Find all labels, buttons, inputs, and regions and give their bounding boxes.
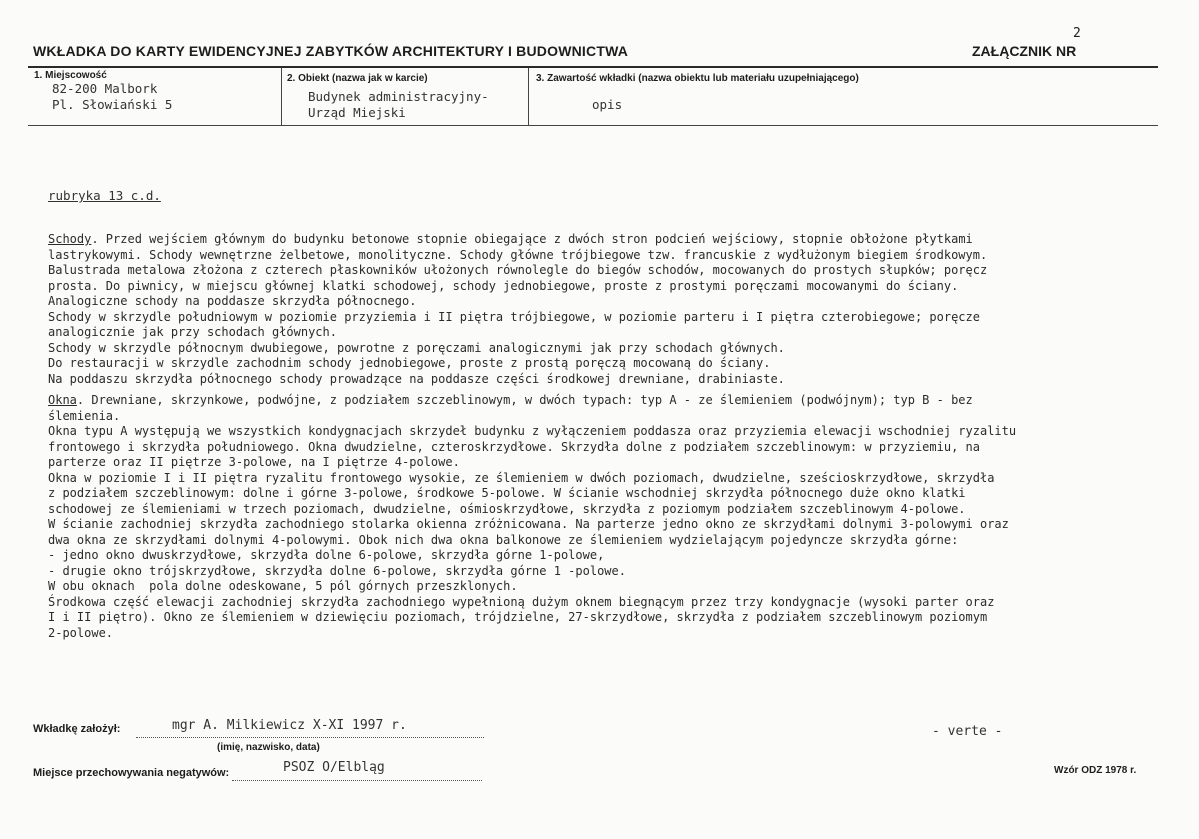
body-line xyxy=(48,294,1016,310)
body-line-text: I i II piętro). Okno ze ślemieniem w dziewięciu poziomach, trójdzielne, 27-skrzydłowe, skrzydła z podziałem szczeblinowym poziomym xyxy=(48,610,988,624)
body-line xyxy=(48,279,1016,295)
body-line-text: - drugie okno trójskrzydłowe, skrzydła dolne 6-polowe, skrzydła górne 1 -polowe. xyxy=(48,563,626,578)
body-line-text: Okna w poziomie I i II piętra ryzalitu frontowego wysokie, ze ślemieniem w dwóch poziomach, dwudzielne, sześcioskrzydłowe, skrzydła xyxy=(48,470,995,485)
body-line xyxy=(48,248,1016,264)
body-line-text: ślemienia. xyxy=(48,408,121,423)
field-object-label: 2. Obiekt (nazwa jak w karcie) xyxy=(287,73,428,84)
field-contents-value: opis xyxy=(592,97,623,112)
body-line-text: prosta. Do piwnicy, w miejscu głównej klatki schodowej, schody jednobiegowe, proste z prostymi poręczami mocowanymi do ściany. xyxy=(48,278,959,293)
body-line-text: dwa okna ze skrzydłami dolnymi 4-polowymi. Obok nich dwa okna balkonowe ze ślemieniem wydzielającym pojedyncze skrzydła górne: xyxy=(48,532,959,547)
body-line-text: analogicznie jak przy schodach głównych. xyxy=(48,325,337,339)
body-line-text: Schody w skrzydle południowym w poziomie przyziemia i II piętra trójbiegowe, w poziomie parteru i I piętra czterobiegowe; poręcze xyxy=(48,309,980,324)
body-line-text: parterze oraz II piętrze 3-polowe, na I piętrze 4-polowe. xyxy=(48,455,460,469)
header-rule-top xyxy=(28,66,1158,68)
storage-value: PSOZ O/Elbląg xyxy=(283,760,385,775)
body-line xyxy=(48,548,1016,564)
form-code: Wzór ODZ 1978 r. xyxy=(1054,765,1137,776)
form-title: WKŁADKA DO KARTY EWIDENCYJNEJ ZABYTKÓW ARCHITEKTURY I BUDOWNICTWA xyxy=(33,43,629,59)
body-line xyxy=(48,409,1016,425)
body-line-text: - jedno okno dwuskrzydłowe, skrzydła dolne 6-polowe, skrzydła górne 1-polowe, xyxy=(48,548,605,562)
body-line xyxy=(48,517,1016,533)
body-line-text: Okna typu A występują we wszystkich kondygnacjach skrzydeł budynku z wyłączeniem poddasza oraz przyziemia elewacji wschodniej ryzalitu xyxy=(48,424,1017,438)
body-line-text: W ścianie zachodniej skrzydła zachodniego stolarka okienna zróżnicowana. Na parterze jedno okno ze skrzydłami dolnymi 3-polowymi oraz xyxy=(48,517,1009,531)
description-body xyxy=(48,232,1016,641)
field-contents-label: 3. Zawartość wkładki (nazwa obiektu lub materiału uzupełniającego) xyxy=(536,73,859,84)
verte-note: - verte - xyxy=(932,724,1003,739)
storage-dotted-line xyxy=(232,779,482,781)
body-line xyxy=(48,424,1016,440)
body-line-text: Analogiczne schody na poddasze skrzydła północnego. xyxy=(48,294,417,308)
body-line-text: Balustrada metalowa złożona z czterech płaskowników ułożonych równolegle do biegów schodów, mocowanych do prostych słupków; poręcz xyxy=(48,263,988,277)
annex-number: 2 xyxy=(1073,26,1081,41)
body-line-text: Schody w skrzydle północnym dwubiegowe, powrotne z poręczami analogicznymi jak przy schodach głównych. xyxy=(48,340,785,355)
section-heading: Okna xyxy=(48,393,77,407)
body-line xyxy=(48,564,1016,580)
body-line-text: lastrykowymi. Schody wewnętrzne żelbetowe, monolityczne. Schody główne trójbiegowe tzw. francuskie z wydłużonym biegiem środkowym. xyxy=(48,247,988,262)
body-line xyxy=(48,393,1016,409)
body-line xyxy=(48,356,1016,372)
body-line xyxy=(48,595,1016,611)
body-line xyxy=(48,263,1016,279)
body-line xyxy=(48,325,1016,341)
body-line xyxy=(48,626,1016,642)
field-divider-2 xyxy=(528,68,529,126)
author-dotted-line xyxy=(136,736,484,738)
body-line xyxy=(48,486,1016,502)
section-heading: Schody xyxy=(48,232,92,246)
body-line-text: Środkowa część elewacji zachodniej skrzydła zachodniego wypełnioną dużym oknem biegnącym przez trzy kondygnacje (wysoki parter oraz xyxy=(48,594,995,609)
body-line-text: frontowego i skrzydła południowego. Okna dwudzielne, czteroskrzydłowe. Skrzydła dolne z podziałem szczeblinowym: w przyziemiu, na xyxy=(48,439,980,454)
field-locality-label: 1. Miejscowość xyxy=(34,70,107,81)
body-line xyxy=(48,372,1016,388)
body-line xyxy=(48,579,1016,595)
body-line-text: 2-polowe. xyxy=(48,625,114,640)
body-line xyxy=(48,232,1016,248)
body-line-text: schodowej ze ślemieniami w trzech poziomach, dwudzielne, ośmioskrzydłowe, skrzydła z poziomym podziałem szczeblinowym 4-polowe. xyxy=(48,501,966,516)
body-line-text: . Drewniane, skrzynkowe, podwójne, z podziałem szczeblinowym, w dwóch typach: typ A - ze ślemieniem (podwójnym); typ B - bez xyxy=(76,393,973,407)
body-line xyxy=(48,440,1016,456)
body-line xyxy=(48,533,1016,549)
author-value: mgr A. Milkiewicz X-XI 1997 r. xyxy=(172,718,407,733)
field-divider-1 xyxy=(281,68,282,126)
body-line xyxy=(48,341,1016,357)
body-line-text: z podziałem szczeblinowym: dolne i górne 3-polowe, środkowe 5-polowe. W ścianie wschodniej skrzydła północnego duże okno klatki xyxy=(48,486,966,500)
header-rule-bottom xyxy=(28,125,1158,126)
body-line-text: W obu oknach pola dolne odeskowane, 5 pól górnych przeszklonych. xyxy=(48,579,518,593)
body-line-text: Do restauracji w skrzydle zachodnim schody jednobiegowe, proste z prostą poręczą mocowaną do ściany. xyxy=(48,356,771,370)
body-line xyxy=(48,310,1016,326)
body-line xyxy=(48,502,1016,518)
body-line xyxy=(48,471,1016,487)
body-line-text: Na poddaszu skrzydła północnego schody prowadzące na poddasze części środkowej drewniane, drabiniaste. xyxy=(48,371,785,386)
field-object-line2: Urząd Miejski xyxy=(308,105,406,120)
body-line xyxy=(48,455,1016,471)
storage-label: Miejsce przechowywania negatywów: xyxy=(33,767,230,779)
body-line xyxy=(48,610,1016,626)
author-label: Wkładkę założył: xyxy=(33,723,121,735)
field-locality-line1: 82-200 Malbork xyxy=(52,81,158,96)
field-object-line1: Budynek administracyjny- xyxy=(308,89,489,104)
author-hint: (imię, nazwisko, data) xyxy=(217,742,320,753)
body-line-text: . Przed wejściem głównym do budynku betonowe stopnie obiegające z dwóch stron podcień wejściowy, stopnie obłożone płytkami xyxy=(91,232,973,246)
rubric-heading: rubryka 13 c.d. xyxy=(48,188,161,203)
annex-label: ZAŁĄCZNIK NR xyxy=(972,43,1077,59)
field-locality-line2: Pl. Słowiański 5 xyxy=(52,97,173,112)
